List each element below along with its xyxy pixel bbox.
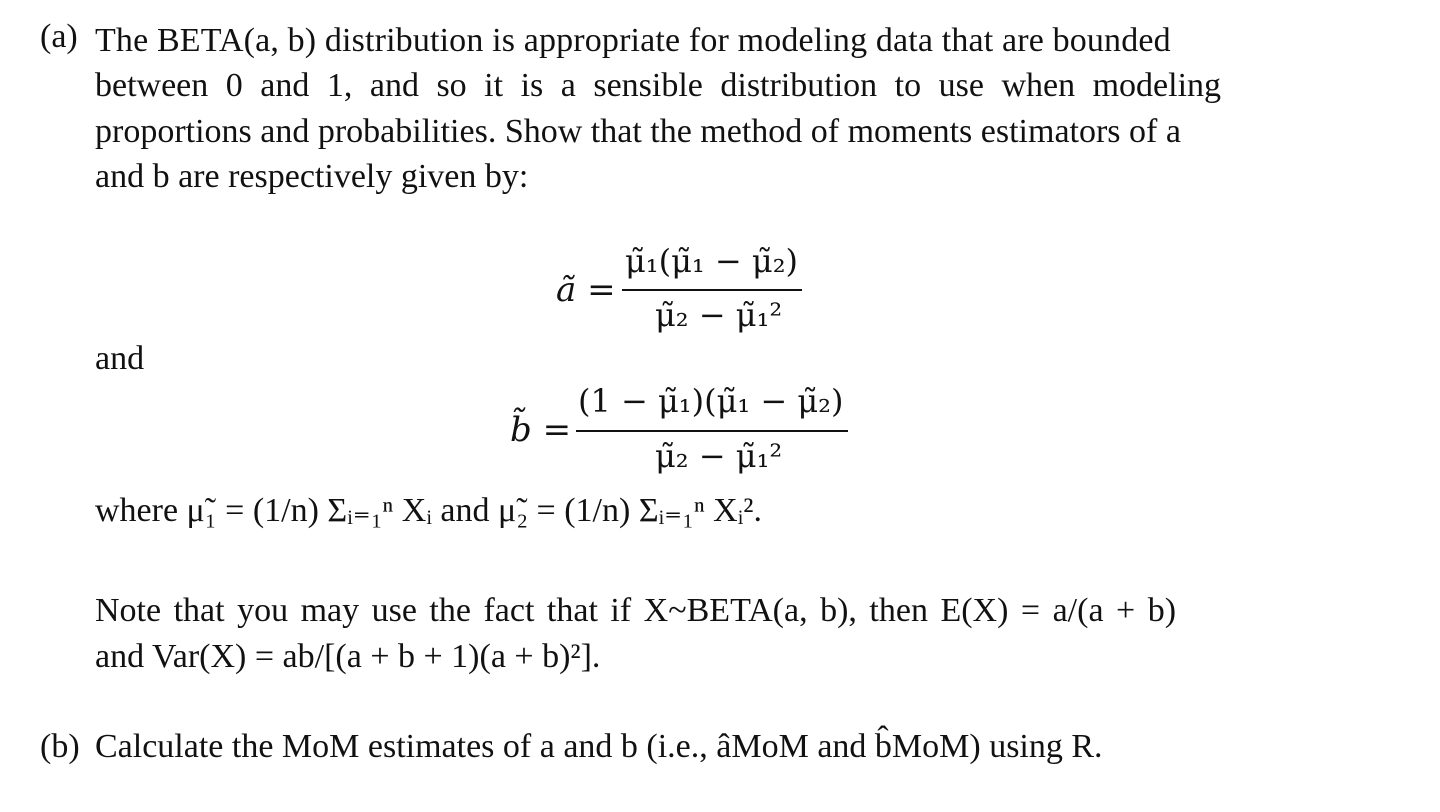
eq-a-lhs: ã =	[556, 270, 616, 310]
and-text: and	[95, 340, 145, 377]
part-a-line-3: proportions and probabilities. Show that the method of moments estimators of a	[95, 113, 1181, 150]
part-b-label: (b)	[40, 728, 80, 765]
eq-b-denominator: μ̃₂ − μ̃₁²	[655, 437, 783, 475]
eq-b-numerator: (1 − μ̃₁)(μ̃₁ − μ̃₂)	[578, 382, 844, 420]
part-a-line-1: The BETA(a, b) distribution is appropriate for modeling data that are bounded	[95, 22, 1171, 59]
note-line-1: Note that you may use the fact that if X~BETA(a, b), then E(X) = a/(a + b)	[95, 592, 1177, 629]
part-a-label: (a)	[40, 18, 78, 55]
eq-b-lhs: b̃ =	[510, 410, 572, 450]
eq-a-fraction-bar	[622, 289, 802, 291]
part-b-text: Calculate the MoM estimates of a and b (i.e., âMoM and b̂MoM) using R.	[95, 728, 1103, 765]
eq-a-denominator: μ̃₂ − μ̃₁²	[655, 296, 783, 334]
note-line-2: and Var(X) = ab/[(a + b + 1)(a + b)²].	[95, 638, 601, 675]
part-a-line-4: and b are respectively given by:	[95, 158, 529, 195]
eq-b-fraction-bar	[576, 430, 848, 432]
where-definitions: where μ̃₁ = (1/n) Σᵢ₌₁ⁿ Xᵢ and μ̃₂ = (1/n) Σᵢ₌₁ⁿ Xᵢ².	[95, 492, 762, 529]
eq-a-numerator: μ̃₁(μ̃₁ − μ̃₂)	[625, 242, 798, 280]
part-a-line-2: between 0 and 1, and so it is a sensible distribution to use when modeling	[95, 67, 1222, 104]
